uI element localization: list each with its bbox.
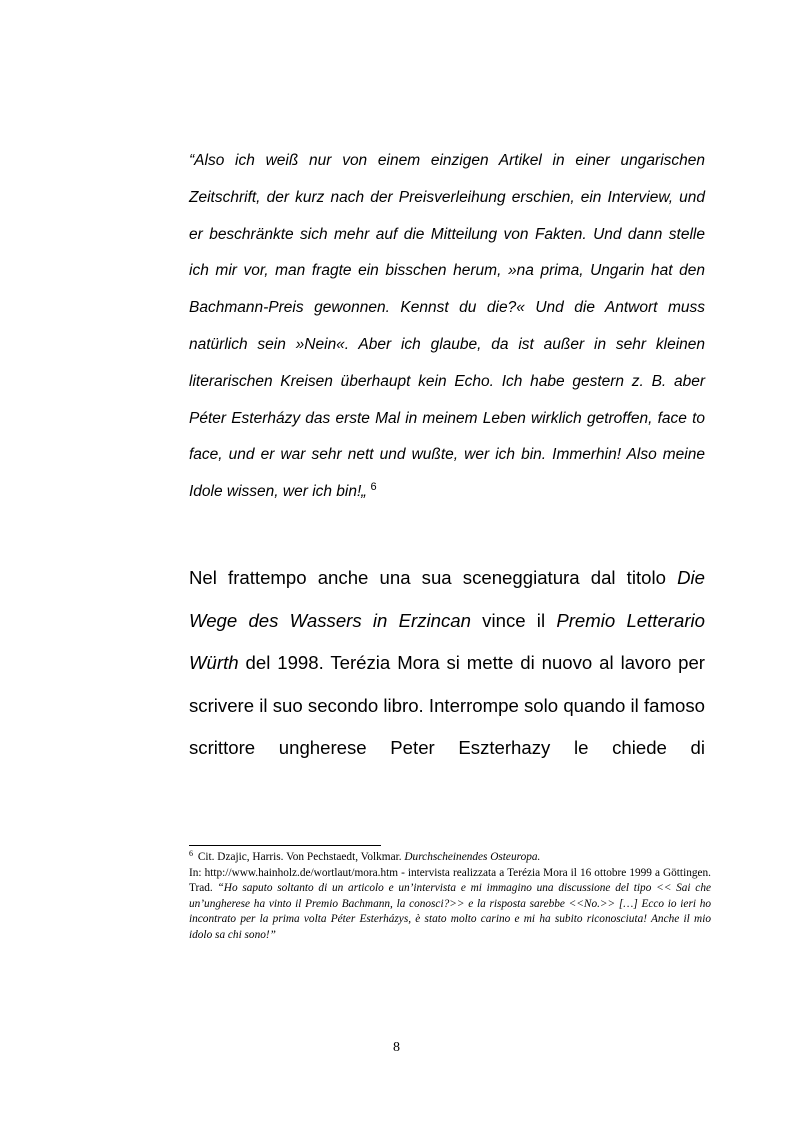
page-number: 8 [393, 1040, 400, 1055]
footnote-reference[interactable]: 6 [370, 481, 377, 494]
footnote-translation: “Ho saputo soltanto di un articolo e un’intervista e mi immagino una discussione del tipo << Sai che un’ungherese ha vinto il Premio Bachmann, la conosci?>> e la risposta sarebbe <<No.>> […] Ecco io ieri ho incontrato per la prima volta Péter Esterházys, è stato molto carino e mi ha subito riconosciuta! Anche il mio idolo sa chi sono!” [189, 882, 711, 941]
body-text-part-1: Nel frattempo anche una sua sceneggiatura dal titolo [189, 567, 678, 588]
footnote [189, 850, 711, 944]
body-text-part-2: vince il [470, 609, 557, 631]
footnote-source: Cit. Dzajic, Harris. Von Pechstaedt, Volkmar. [195, 851, 405, 863]
prize-name: Premio Letterario Würth [189, 609, 705, 674]
block-quote [189, 143, 705, 512]
body-text-part-3: del 1998. Terézia Mora si mette di nuovo al lavoro per scrivere il suo secondo libro. Interrompe solo quando il famoso scrittore ungherese Peter Eszterhazy le chiede di [189, 652, 705, 759]
quote-text: “Also ich weiß nur von einem einzigen Artikel in einer ungarischen Zeitschrift, der kurz nach der Preisverleihung erschien, ein Interview, und er beschränkte sich mehr auf die Mitteilung von Fakten. Und dann stelle ich mir vor, man fragte ein bisschen herum, »na prima, Ungarin hat den Bachmann-Preis gewonnen. Kennst du die?« Und die Antwort muss natürlich sein »Nein«. Aber ich glaube, da ist außer in sehr kleinen literarischen Kreisen überhaupt kein Echo. Ich habe gestern z. B. aber Péter Esterházy das erste Mal in meinem Leben wirklich getroffen, face to face, und er war sehr nett und wußte, wer ich bin. Immerhin! Also meine Idole wissen, wer ich bin!„ [189, 152, 705, 501]
body-paragraph [189, 557, 705, 770]
screenplay-title: Die Wege des Wassers in Erzincan [189, 567, 705, 631]
footnote-source-title: Durchscheinendes Osteuropa. [404, 851, 541, 863]
footnote-number: 6 [189, 849, 193, 858]
footnote-url-text[interactable]: In: http://www.hainholz.de/wortlaut/mora.htm - intervista realizzata a Terézia Mora il 16 ottobre 1999 a Göttingen. Trad. [189, 866, 711, 895]
footnote-separator [189, 845, 381, 846]
footnote-source-line [189, 850, 711, 866]
